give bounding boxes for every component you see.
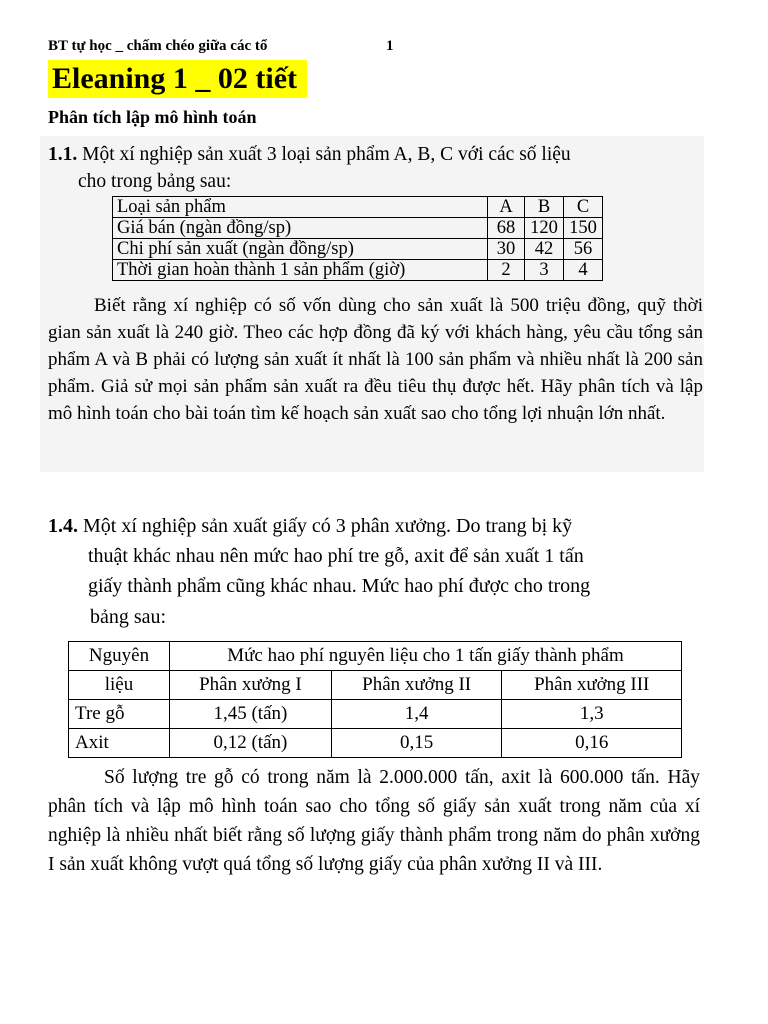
table-cell: Thời gian hoàn thành 1 sản phẩm (giờ) xyxy=(113,260,488,281)
problem-1-1-intro-line2: cho trong bảng sau: xyxy=(78,171,232,192)
table-header-cell: C xyxy=(564,197,603,218)
table-cell: 0,16 xyxy=(502,729,682,758)
table-header-cell: A xyxy=(488,197,525,218)
header-subtitle: BT tự học _ chấm chéo giữa các tổ xyxy=(48,38,268,54)
table-row xyxy=(113,239,603,260)
problem-1-4-intro-line1: Một xí nghiệp sản xuất giấy có 3 phân xưởng. Do trang bị kỹ xyxy=(83,515,573,537)
product-table xyxy=(112,196,603,281)
problem-1-4-intro-line4: bảng sau: xyxy=(90,606,167,628)
table-cell: 56 xyxy=(564,239,603,260)
table-cell: 68 xyxy=(488,218,525,239)
table-cell: 1,4 xyxy=(331,700,502,729)
table-header-cell: Phân xưởng I xyxy=(170,671,332,700)
table-header-cell: liệu xyxy=(69,671,170,700)
table-cell: Giá bán (ngàn đồng/sp) xyxy=(113,218,488,239)
table-cell: 4 xyxy=(564,260,603,281)
table-header-cell: Loại sản phẩm xyxy=(113,197,488,218)
problem-1-1-intro-line1: Một xí nghiệp sản xuất 3 loại sản phẩm A, B, C với các số liệu xyxy=(82,144,571,165)
table-group-header: Mức hao phí nguyên liệu cho 1 tấn giấy thành phẩm xyxy=(170,642,682,671)
table-row xyxy=(113,218,603,239)
problem-1-4-number: 1.4. xyxy=(48,515,78,537)
table-cell: 0,15 xyxy=(331,729,502,758)
material-cost-table xyxy=(68,641,682,758)
table-cell: 2 xyxy=(488,260,525,281)
table-cell: 1,3 xyxy=(502,700,682,729)
table-cell: Tre gỗ xyxy=(69,700,170,729)
table-cell: 120 xyxy=(525,218,564,239)
table-row xyxy=(69,729,682,758)
table-cell: 30 xyxy=(488,239,525,260)
problem-1-1-body: Biết rằng xí nghiệp có số vốn dùng cho sản xuất là 500 triệu đồng, quỹ thời gian sản xuất là 240 giờ. Theo các hợp đồng đã ký với khách hàng, yêu cầu tổng sản phẩm A và B phải có lượng sản xuất ít nhất là 100 sản phẩm và nhiều nhất là 200 sản phẩm. Giả sử mọi sản phẩm sản xuất ra đều tiêu thụ được hết. Hãy phân tích và lập mô hình toán cho bài toán tìm kế hoạch sản xuất sao cho tổng lợi nhuận lớn nhất. xyxy=(48,295,703,424)
problem-1-1-intro xyxy=(48,141,708,195)
table-cell: 3 xyxy=(525,260,564,281)
table-header-row xyxy=(113,197,603,218)
table-header-row xyxy=(69,642,682,671)
table-header-cell: Nguyên xyxy=(69,642,170,671)
section-heading: Phân tích lập mô hình toán xyxy=(48,107,257,127)
table-cell: 1,45 (tấn) xyxy=(170,700,332,729)
problem-1-4-intro-line2: thuật khác nhau nên mức hao phí tre gỗ, axit để sản xuất 1 tấn xyxy=(88,545,584,567)
table-header-cell: Phân xưởng III xyxy=(502,671,682,700)
problem-1-1-number: 1.1. xyxy=(48,144,78,165)
problem-1-4-body: Số lượng tre gỗ có trong năm là 2.000.000 tấn, axit là 600.000 tấn. Hãy phân tích và lập mô hình toán sao cho tổng số giấy sản xuất trong năm của xí nghiệp là nhiều nhất biết rằng số lượng giấy thành phẩm trong năm do phân xưởng I sản xuất không vượt quá tổng số lượng giấy của phân xưởng II và III. xyxy=(48,767,700,875)
table-cell: 0,12 (tấn) xyxy=(170,729,332,758)
table-header-row xyxy=(69,671,682,700)
table-cell: Axit xyxy=(69,729,170,758)
table-cell: Chi phí sản xuất (ngàn đồng/sp) xyxy=(113,239,488,260)
page-title: Eleaning 1 _ 02 tiết xyxy=(48,60,307,98)
table-header-cell: B xyxy=(525,197,564,218)
table-row xyxy=(69,700,682,729)
document-header xyxy=(48,38,394,55)
table-row xyxy=(113,260,603,281)
problem-1-4-intro xyxy=(48,511,698,601)
problem-1-4-intro-line3: giấy thành phẩm cũng khác nhau. Mức hao phí được cho trong xyxy=(88,575,591,597)
table-cell: 150 xyxy=(564,218,603,239)
table-header-cell: Phân xưởng II xyxy=(331,671,502,700)
page-number: 1 xyxy=(386,38,394,54)
table-cell: 42 xyxy=(525,239,564,260)
